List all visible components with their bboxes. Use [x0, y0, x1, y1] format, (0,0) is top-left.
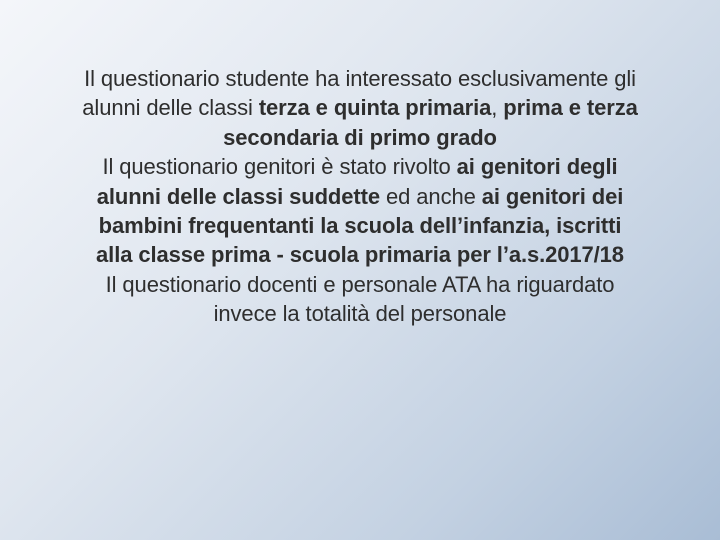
- paragraph-text: Il questionario genitori è stato rivolto: [102, 154, 457, 180]
- paragraph-text: Il questionario docenti e personale ATA ha riguardato invece la totalità del personale: [105, 271, 615, 327]
- highlight-text: terza e quinta primaria: [258, 95, 492, 121]
- paragraph-text: Il questionario studente ha interessato esclusivamente gli alunni delle classi: [82, 66, 636, 121]
- highlight-text: ai genitori dei bambini frequentanti la scuola dell’infanzia, iscritti alla classe prima - scuola primaria per l’a.s.2017/18: [96, 183, 624, 268]
- highlight-text: ai genitori degli alunni delle classi suddette: [96, 154, 618, 209]
- paragraph-parents-questionnaire: [80, 152, 640, 270]
- paragraph-text: ,: [491, 95, 504, 121]
- highlight-text: prima e terza secondaria di primo grado: [223, 95, 638, 150]
- paragraph-text: ed anche: [380, 183, 482, 209]
- paragraph-student-questionnaire: [80, 64, 640, 152]
- slide-text-body: [80, 64, 640, 329]
- paragraph-staff-questionnaire: [80, 270, 640, 329]
